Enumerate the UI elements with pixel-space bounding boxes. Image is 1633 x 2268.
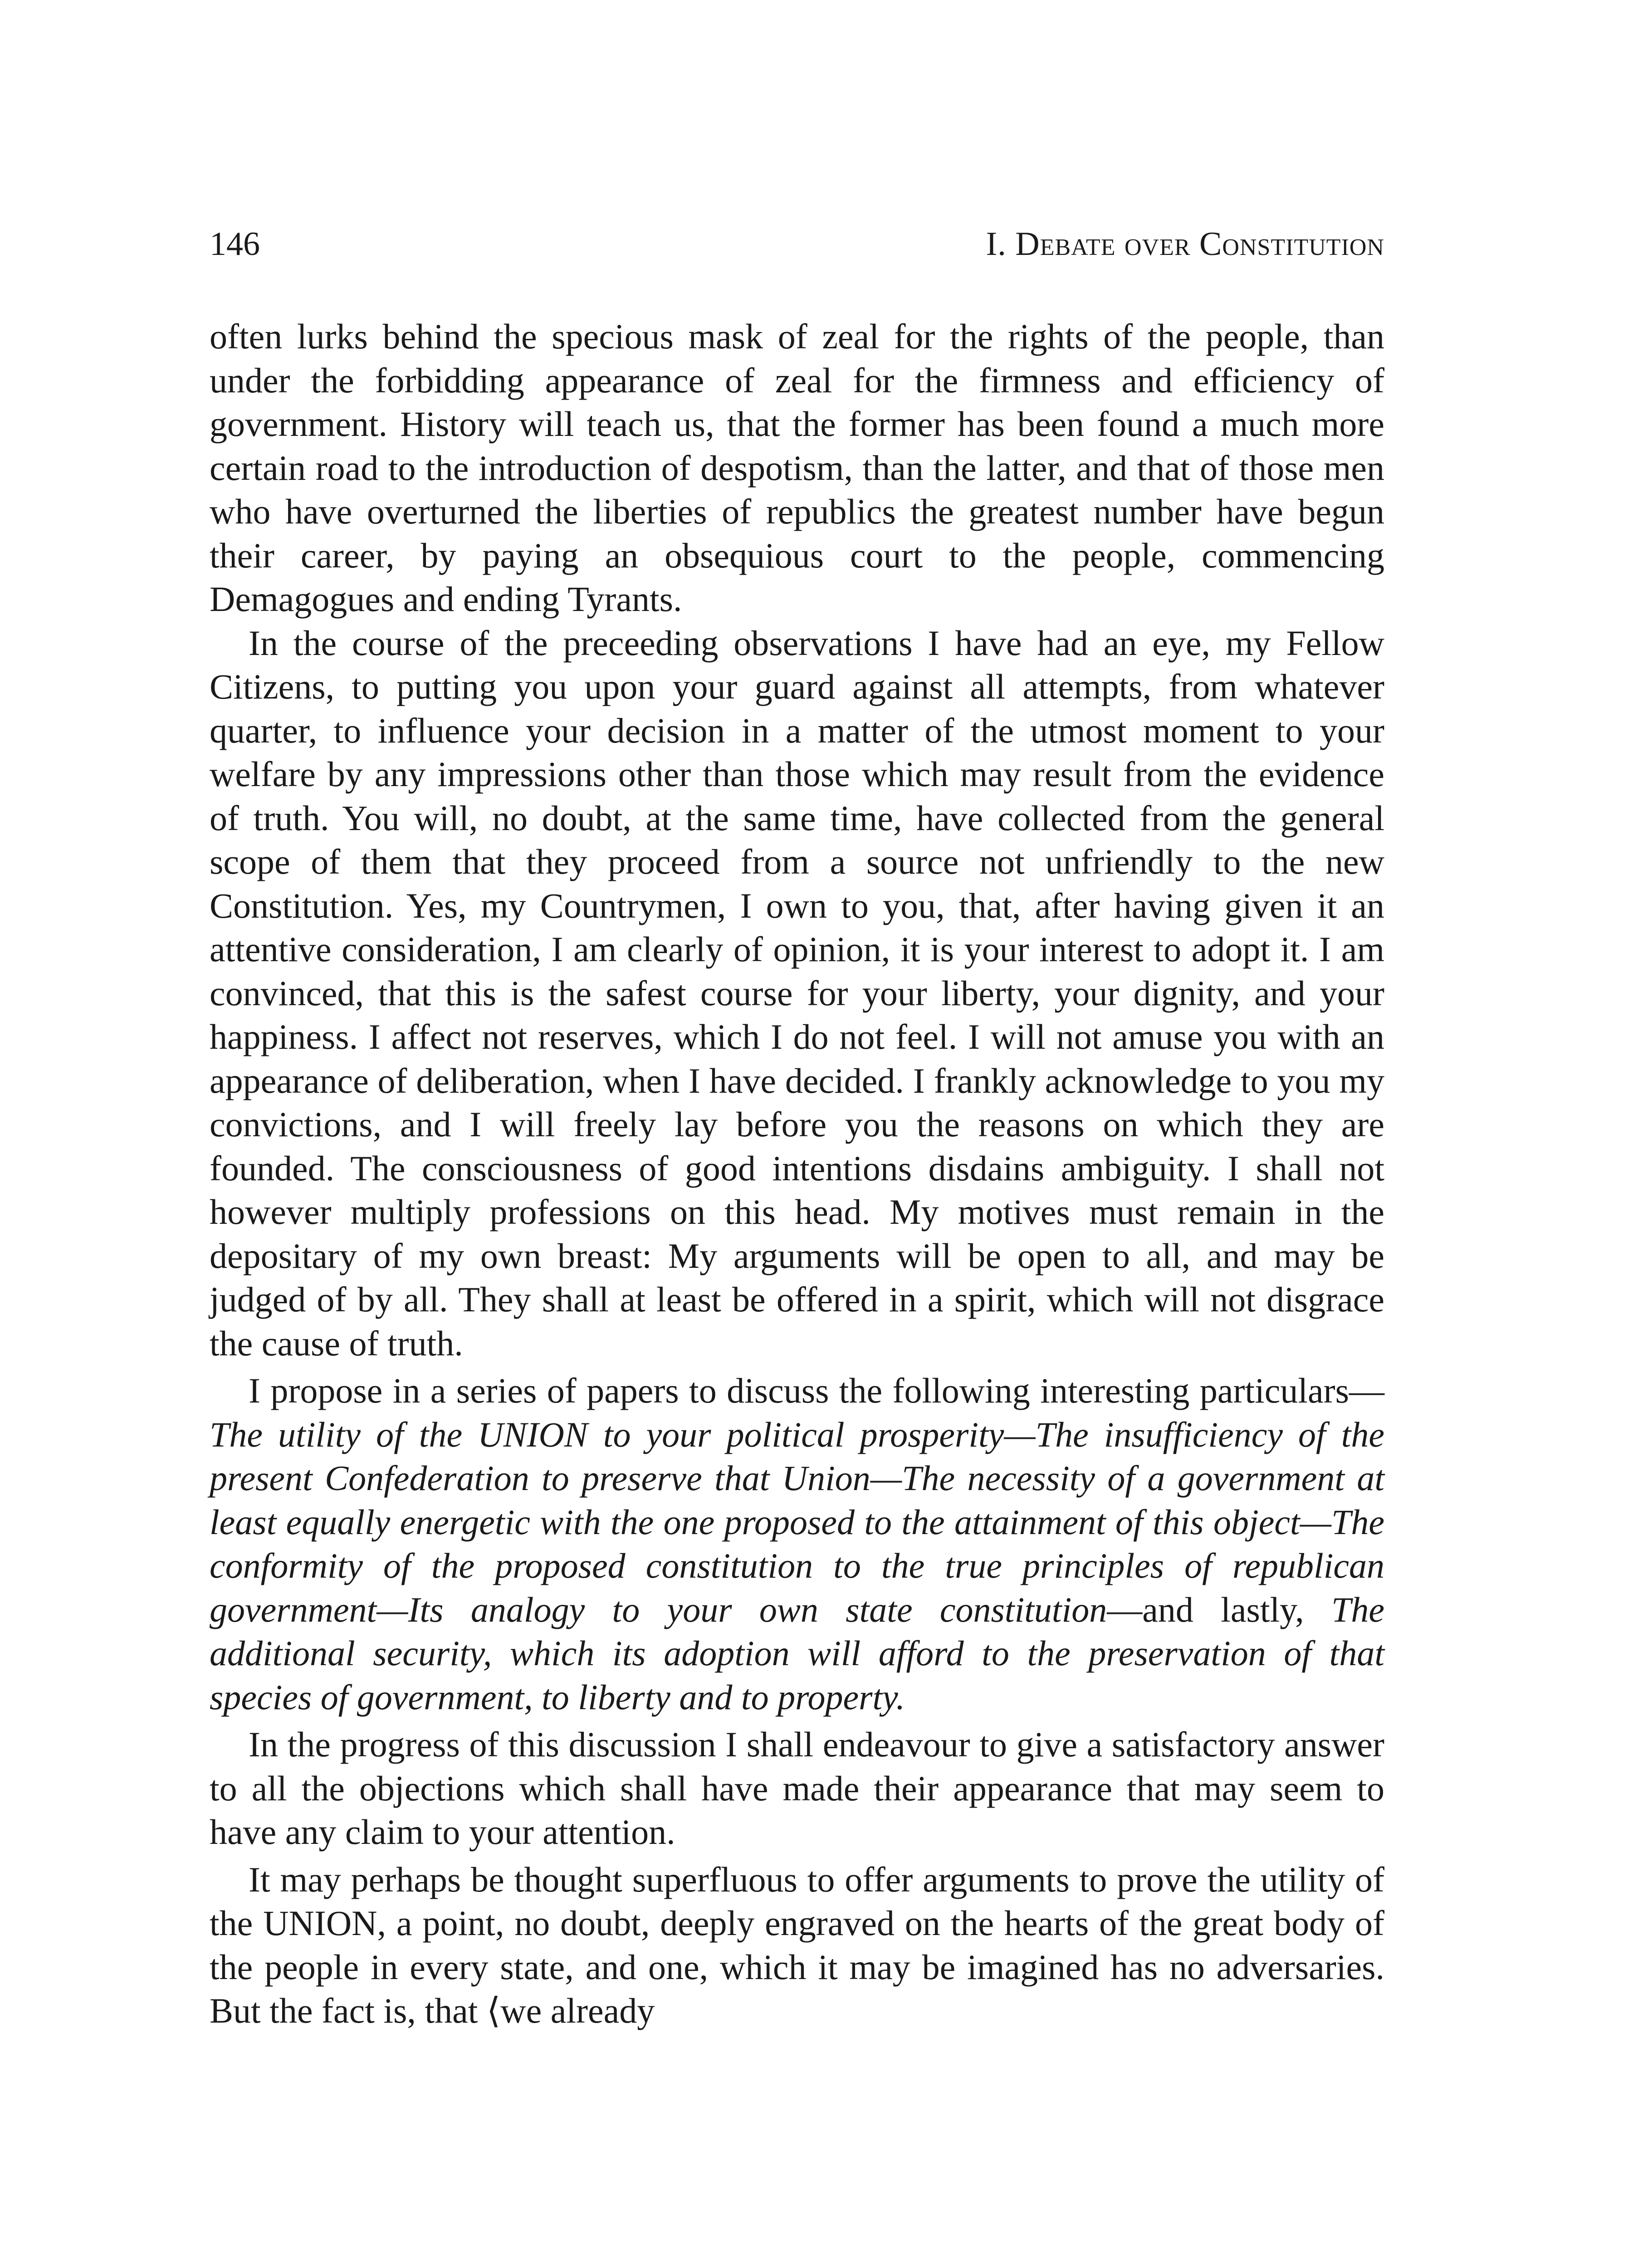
italic-segment: The utility of the UNION to your political prosperity—The insufficiency of the present Confederation to preserve that Union—The necessity of a government at least equally energetic with the one proposed to the attainment of this object—The conformity of the proposed constitution to the true principles of republican government—Its analogy to your own state constitution	[210, 1414, 1384, 1629]
paragraph-2	[210, 621, 1384, 1366]
text-segment: It may perhaps be thought superfluous to offer arguments to prove the utility of the UNION, a point, no doubt, deeply engraved on the hearts of the great body of the people in every state, and one, which it may be imagined has no adversaries. But the fact is, that ⟨we already	[210, 1859, 1384, 2030]
running-head: I. Debate over Constitution	[986, 225, 1384, 263]
text-segment: —and lastly,	[1107, 1589, 1331, 1629]
page-number: 146	[210, 225, 260, 263]
italic-segment: The additional security, which its adoption will afford to the preservation of that species of government, to liberty and to property.	[210, 1589, 1384, 1717]
text-segment: In the course of the preceeding observations I have had an eye, my Fellow Citizens, to putting you upon your guard against all attempts, from whatever quarter, to influence your decision in a matter of the utmost moment to your welfare by any impressions other than those which may result from the evidence of truth. You will, no doubt, at the same time, have collected from the general scope of them that they proceed from a source not unfriendly to the new Constitution. Yes, my Countrymen, I own to you, that, after having given it an attentive consideration, I am clearly of opinion, it is your interest to adopt it. I am convinced, that this is the safest course for your liberty, your dignity, and your happiness. I affect not reserves, which I do not feel. I will not amuse you with an appearance of deliberation, when I have decided. I frankly acknowledge to you my convictions, and I will freely lay before you the reasons on which they are founded. The consciousness of good intentions disdains ambiguity. I shall not however multiply professions on this head. My motives must remain in the depositary of my own breast: My arguments will be open to all, and may be judged of by all. They shall at least be offered in a spirit, which will not disgrace the cause of truth.	[210, 623, 1384, 1363]
text-segment: In the progress of this discussion I shall endeavour to give a satisfactory answer to all the objections which shall have made their appearance that may seem to have any claim to your attention.	[210, 1725, 1384, 1852]
paragraph-5	[210, 1858, 1384, 2033]
paragraph-4	[210, 1723, 1384, 1854]
paragraph-1	[210, 315, 1384, 621]
book-page	[210, 221, 1384, 2033]
text-segment: often lurks behind the specious mask of zeal for the rights of the people, than under the forbidding appearance of zeal for the firmness and efficiency of government. History will teach us, that the former has been found a much more certain road to the introduction of despotism, than the latter, and that of those men who have overturned the liberties of republics the greatest number have begun their career, by paying an obsequious court to the people, commencing Demagogues and ending Tyrants.	[210, 317, 1384, 619]
paragraph-3	[210, 1369, 1384, 1719]
page-header	[210, 221, 1384, 271]
text-segment: I propose in a series of papers to discuss the following interesting particulars—	[249, 1371, 1384, 1410]
body-text	[210, 315, 1384, 2033]
